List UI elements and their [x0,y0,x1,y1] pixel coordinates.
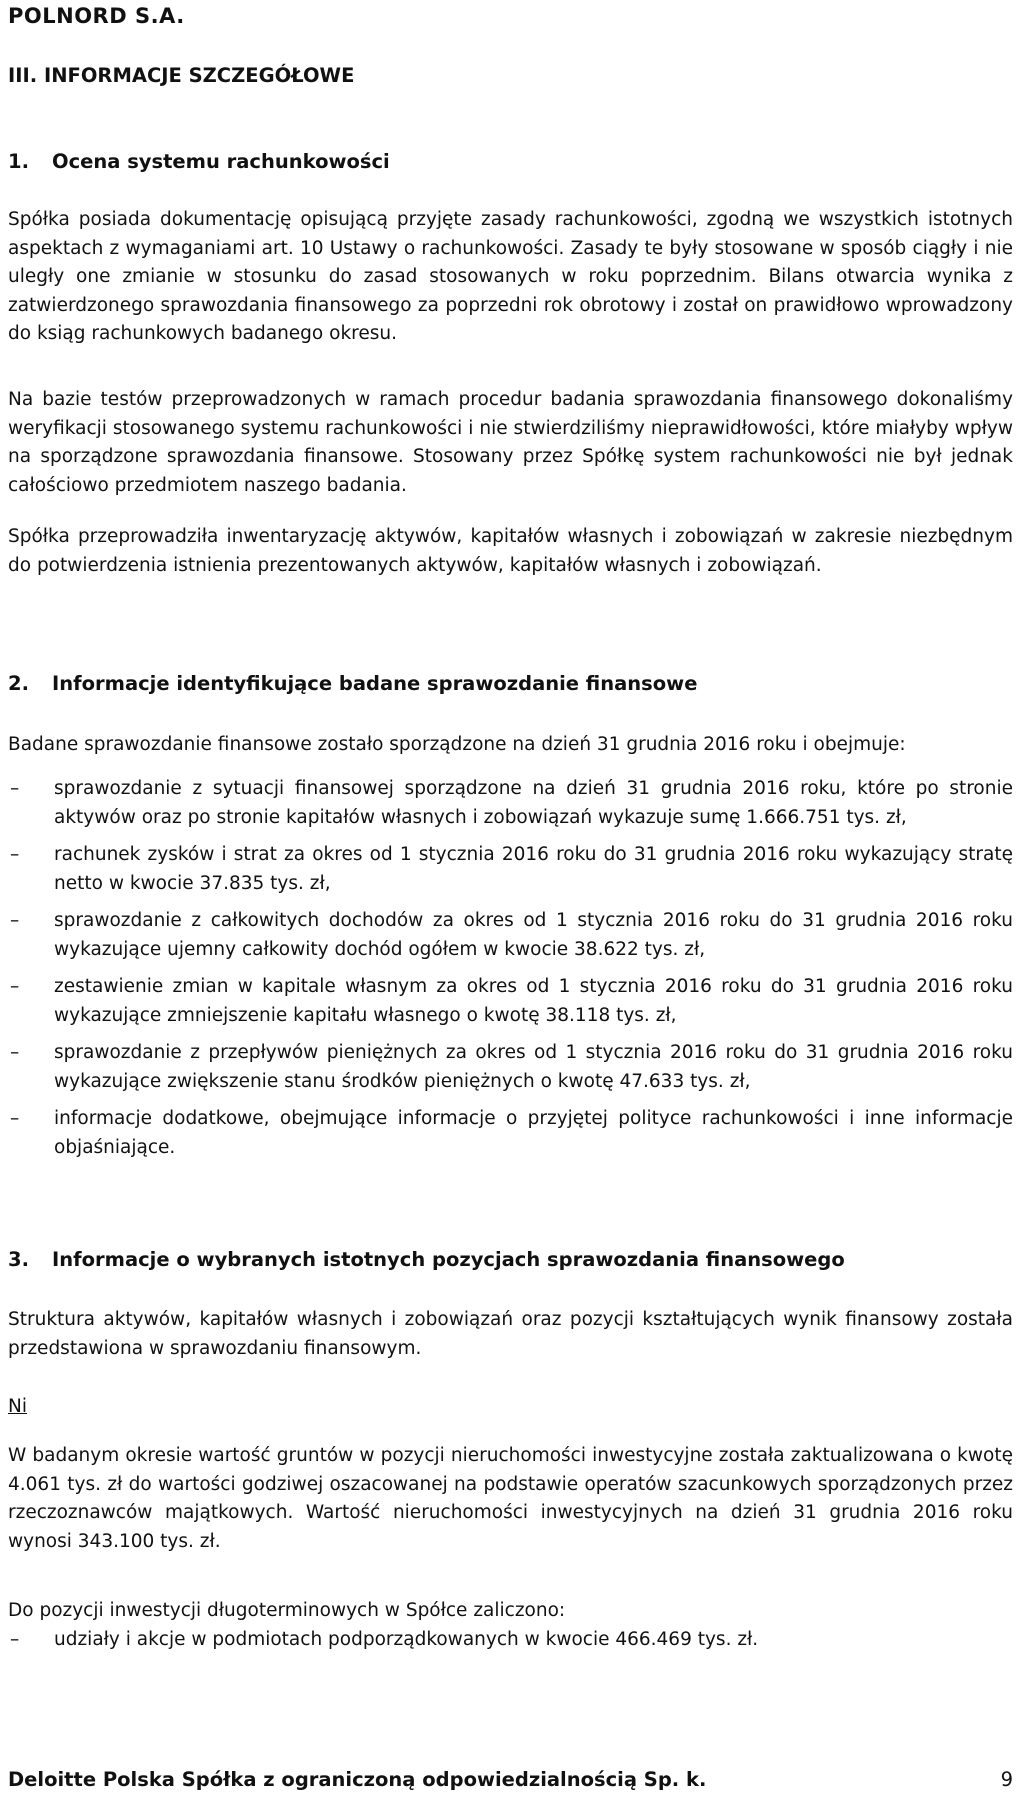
page-number: 9 [1000,1768,1013,1791]
paragraph: Spółka przeprowadziła inwentaryzację aktywów, kapitałów własnych i zobowiązań w zakresie niezbędnym do potwierdzenia istnienia prezentowanych aktywów, kapitałów własnych i zobowiązań. [8,526,1013,576]
paragraph: W badanym okresie wartość gruntów w pozycji nieruchomości inwestycyjne została zaktualizowana o kwotę 4.061 tys. zł do wartości godziwej oszacowanej na podstawie operatów szacunkowych sporządzonych przez rzeczoznawców majątkowych. Wartość nieruchomości inwestycyjnych na dzień 31 grudnia 2016 roku wynosi 343.100 tys. zł. [8,1445,1013,1552]
document-page [8,0,1021,1807]
list-item: – sprawozdanie z sytuacji finansowej sporządzone na dzień 31 grudnia 2016 roku, które po stronie aktywów oraz po stronie kapitałów własnych i zobowiązań wykazuje sumę 1.666.751 tys. zł, [10,778,1013,828]
paragraph: Do pozycji inwestycji długoterminowych w Spółce zaliczono: [8,1600,566,1621]
footer-firm-name: Deloitte Polska Spółka z ograniczoną odpowiedzialnością Sp. k. [8,1768,707,1791]
statement-components-list [8,775,1013,1171]
section-title-text: Ocena systemu rachunkowości [52,150,390,173]
section-heading [8,672,697,695]
list-item: – zestawienie zmian w kapitale własnym za okres od 1 stycznia 2016 roku do 31 grudnia 2016 roku wykazujące zmniejszenie kapitału własnego o kwotę 38.118 tys. zł, [10,976,1013,1026]
paragraph: Na bazie testów przeprowadzonych w ramach procedur badania sprawozdania finansowego dokonaliśmy weryfikacji stosowanego systemu rachunkowości i nie stwierdziliśmy nieprawidłowości, które miałyby wpływ na sporządzone sprawozdania finansowe. Stosowany przez Spółkę system rachunkowości nie był jednak całościowo przedmiotem naszego badania. [8,389,1013,496]
section-title-text: Informacje o wybranych istotnych pozycjach sprawozdania finansowego [52,1248,845,1271]
section-title-text: Informacje identyfikujące badane sprawozdanie finansowe [52,672,698,695]
section-heading [8,1248,845,1271]
section-number: 1. [8,150,29,173]
list-item: – informacje dodatkowe, obejmujące informacje o przyjętej polityce rachunkowości i inne informacje objaśniające. [10,1108,1013,1158]
list-item: – sprawozdanie z przepływów pieniężnych za okres od 1 stycznia 2016 roku do 31 grudnia 2016 roku wykazujące zwiększenie stanu środków pieniężnych o kwotę 47.633 tys. zł, [10,1042,1013,1092]
investments-list [8,1626,1013,1664]
part-title: III. INFORMACJE SZCZEGÓŁOWE [8,64,355,87]
list-item: – rachunek zysków i strat za okres od 1 stycznia 2016 roku do 31 grudnia 2016 roku wykazujący stratę netto w kwocie 37.835 tys. zł, [10,844,1013,894]
paragraph: Spółka posiada dokumentację opisującą przyjęte zasady rachunkowości, zgodną we wszystkich istotnych aspektach z wymaganiami art. 10 Ustawy o rachunkowości. Zasady te były stosowane w sposób ciągły i nie uległy one zmianie w stosunku do zasad stosowanych w roku poprzednim. Bilans otwarcia wynika z zatwierdzonego sprawozdania finansowego za poprzedni rok obrotowy i został on prawidłowo wprowadzony do ksiąg rachunkowych badanego okresu. [8,209,1013,344]
page-footer [8,1768,1013,1791]
paragraph: Badane sprawozdanie finansowe zostało sporządzone na dzień 31 grudnia 2016 roku i obejmuje: [8,734,906,755]
section-heading [8,150,390,173]
list-item: – sprawozdanie z całkowitych dochodów za okres od 1 stycznia 2016 roku do 31 grudnia 2016 roku wykazujące ujemny całkowity dochód ogółem w kwocie 38.622 tys. zł, [10,910,1013,960]
paragraph: Struktura aktywów, kapitałów własnych i zobowiązań oraz pozycji kształtujących wynik finansowy została przedstawiona w sprawozdaniu finansowym. [8,1309,1013,1359]
list-item: – udziały i akcje w podmiotach podporządkowanych w kwocie 466.469 tys. zł. [10,1629,759,1650]
section-number: 3. [8,1248,29,1271]
company-header: POLNORD S.A. [8,4,185,28]
section-number: 2. [8,672,29,695]
subsection-label: Ni [8,1396,27,1417]
